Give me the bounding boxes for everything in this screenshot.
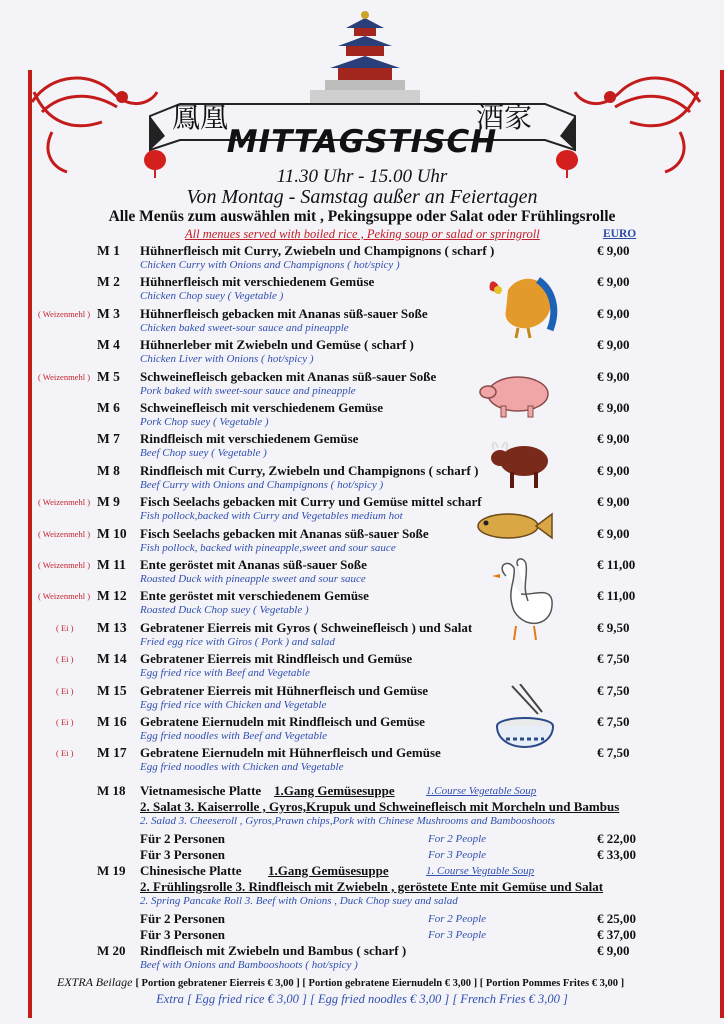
dish-name-german: Gebratene Eiernudeln mit Hühnerfleisch und Gemüse bbox=[140, 745, 441, 760]
opening-hours: 11.30 Uhr - 15.00 Uhr bbox=[276, 166, 448, 187]
dish-price: € 9,00 bbox=[597, 463, 630, 478]
allergen-tag: ( Ei ) bbox=[56, 623, 74, 633]
menu-number: M 17 bbox=[97, 745, 127, 760]
dish-price: € 9,00 bbox=[597, 337, 630, 352]
dish-name-german: Gebratener Eierreis mit Rindfleisch und Gemüse bbox=[140, 651, 413, 666]
m18-course1: 1.Gang Gemüsesuppe bbox=[274, 783, 395, 798]
m19-3-people: For 3 People bbox=[428, 929, 487, 941]
m19-courses-en: 2. Spring Pancake Roll 3. Beef with Onions , Duck Chop suey and salad bbox=[140, 895, 458, 907]
dish-name-german: Gebratene Eiernudeln mit Rindfleisch und Gemüse bbox=[140, 714, 425, 729]
dish-name-german: Fisch Seelachs gebacken mit Curry und Gemüse mittel scharf bbox=[140, 494, 482, 509]
menu-number: M 16 bbox=[97, 714, 127, 729]
opening-days: Von Montag - Samstag außer an Feiertagen bbox=[186, 186, 538, 208]
allergen-tag: ( Weizenmehl ) bbox=[38, 529, 91, 539]
menu-number: M 13 bbox=[97, 620, 127, 635]
dish-name-german: Hühnerfleisch mit verschiedenem Gemüse bbox=[140, 274, 375, 289]
menu-item bbox=[0, 400, 724, 432]
m18-courses: 2. Salat 3. Kaiserrolle , Gyros,Krupuk und Schweinefleisch mit Morcheln und Bambus bbox=[140, 799, 620, 814]
dish-price: € 7,50 bbox=[597, 651, 630, 666]
m18-3-persons: Für 3 Personen bbox=[140, 847, 225, 862]
dish-price: € 9,00 bbox=[597, 494, 630, 509]
m18-2-persons: Für 2 Personen bbox=[140, 831, 225, 846]
allergen-tag: ( Ei ) bbox=[56, 654, 74, 664]
dish-name-german: Hühnerleber mit Zwiebeln und Gemüse ( scharf ) bbox=[140, 337, 414, 352]
right-phoenix-icon bbox=[570, 62, 710, 182]
dish-name-english: Beef Curry with Onions and Champignons ( hot/spicy ) bbox=[140, 479, 384, 491]
menu-item bbox=[0, 274, 724, 306]
dish-price: € 9,00 bbox=[597, 526, 630, 541]
extra-sides bbox=[57, 975, 624, 990]
allergen-tag: ( Weizenmehl ) bbox=[38, 309, 91, 319]
dish-name-german: Schweinefleisch gebacken mit Ananas süß-sauer Soße bbox=[140, 369, 437, 384]
dish-price: € 9,00 bbox=[597, 306, 630, 321]
menu-item bbox=[0, 557, 724, 589]
dish-name-english: Roasted Duck with pineapple sweet and sour sauce bbox=[140, 573, 366, 585]
pig-icon bbox=[476, 370, 556, 420]
m19-number: M 19 bbox=[97, 863, 126, 878]
menu-number: M 6 bbox=[97, 400, 120, 415]
menu-item bbox=[0, 588, 724, 620]
dish-name-german: Hühnerfleisch mit Curry, Zwiebeln und Champignons ( scharf ) bbox=[140, 243, 495, 258]
menu-number: M 2 bbox=[97, 274, 120, 289]
dish-name-english: Pork Chop suey ( Vegetable ) bbox=[140, 416, 269, 428]
m19-course1-en: 1. Course Vegtable Soup bbox=[426, 865, 535, 877]
menu-item bbox=[0, 683, 724, 715]
chinese-name-right: 酒家 bbox=[476, 101, 533, 134]
m18-3-price: € 33,00 bbox=[597, 847, 636, 862]
m20-number: M 20 bbox=[97, 943, 126, 958]
currency-label: EURO bbox=[603, 228, 637, 240]
allergen-tag: ( Weizenmehl ) bbox=[38, 591, 91, 601]
dish-name-english: Fish pollock,backed with Curry and Vegetables medium hot bbox=[140, 510, 403, 522]
menu-item bbox=[0, 651, 724, 683]
dish-name-english: Pork baked with sweet-sour sauce and pineapple bbox=[140, 385, 356, 397]
m19-course1: 1.Gang Gemüsesuppe bbox=[268, 863, 389, 878]
dish-name-english: Roasted Duck Chop suey ( Vegetable ) bbox=[140, 604, 309, 616]
m19-2-persons: Für 2 Personen bbox=[140, 911, 225, 926]
m18-title: Vietnamesische Platte bbox=[140, 783, 262, 798]
allergen-tag: ( Ei ) bbox=[56, 717, 74, 727]
chinese-name-left: 鳳凰 bbox=[172, 101, 229, 134]
noodle-bowl-icon bbox=[492, 684, 558, 766]
intro-german: Alle Menüs zum auswählen mit , Pekingsuppe oder Salat oder Frühlingsrolle bbox=[108, 208, 616, 225]
extra-label: EXTRA Beilage bbox=[57, 975, 133, 989]
menu-number: M 10 bbox=[97, 526, 127, 541]
bull-icon bbox=[486, 436, 556, 491]
menu-number: M 3 bbox=[97, 306, 120, 321]
page-title: MITTAGSTISCH bbox=[226, 124, 498, 160]
m20-price: € 9,00 bbox=[597, 943, 630, 958]
menu-number: M 8 bbox=[97, 463, 120, 478]
dish-price: € 9,00 bbox=[597, 369, 630, 384]
dish-name-german: Hühnerfleisch gebacken mit Ananas süß-sauer Soße bbox=[140, 306, 428, 321]
dish-price: € 9,00 bbox=[597, 400, 630, 415]
dish-name-english: Egg fried rice with Beef and Vegetable bbox=[140, 667, 310, 679]
dish-price: € 7,50 bbox=[597, 714, 630, 729]
allergen-tag: ( Ei ) bbox=[56, 686, 74, 696]
m18-courses-en: 2. Salad 3. Cheeseroll , Gyros,Prawn chips,Pork with Chinese Mushrooms and Bambooshoots bbox=[140, 815, 555, 827]
dish-name-german: Rindfleisch mit Curry, Zwiebeln und Champignons ( scharf ) bbox=[140, 463, 479, 478]
menu-item bbox=[0, 337, 724, 369]
dish-name-english: Chicken Chop suey ( Vegetable ) bbox=[140, 290, 284, 302]
allergen-tag: ( Weizenmehl ) bbox=[38, 560, 91, 570]
menu-number: M 5 bbox=[97, 369, 120, 384]
menu-item bbox=[0, 431, 724, 463]
dish-price: € 11,00 bbox=[597, 557, 636, 572]
allergen-tag: ( Weizenmehl ) bbox=[38, 372, 91, 382]
menu-item bbox=[0, 526, 724, 558]
dish-name-english: Egg fried noodles with Chicken and Vegetable bbox=[140, 761, 344, 773]
menu-number: M 7 bbox=[97, 431, 120, 446]
menu-number: M 9 bbox=[97, 494, 120, 509]
dish-name-german: Fisch Seelachs gebacken mit Ananas süß-sauer Soße bbox=[140, 526, 429, 541]
temple-of-heaven-icon bbox=[290, 8, 440, 108]
menu-number: M 15 bbox=[97, 683, 127, 698]
geese-icon bbox=[486, 556, 558, 641]
allergen-tag: ( Ei ) bbox=[56, 748, 74, 758]
dish-name-english: Chicken baked sweet-sour sauce and pineapple bbox=[140, 322, 349, 334]
m18-course1-en: 1.Course Vegetable Soup bbox=[426, 785, 537, 797]
extra-sides-english: Extra [ Egg fried rice € 3,00 ] [ Egg fried noodles € 3,00 ] [ French Fries € 3,00 ] bbox=[156, 992, 568, 1006]
dish-price: € 9,00 bbox=[597, 274, 630, 289]
menu-number: M 1 bbox=[97, 243, 120, 258]
dish-name-english: Beef Chop suey ( Vegetable ) bbox=[140, 447, 267, 459]
menu-item bbox=[0, 306, 724, 338]
dish-price: € 9,50 bbox=[597, 620, 630, 635]
dish-price: € 7,50 bbox=[597, 683, 630, 698]
dish-name-english: Egg fried rice with Chicken and Vegetable bbox=[140, 699, 327, 711]
dish-name-german: Ente geröstet mit verschiedenem Gemüse bbox=[140, 588, 369, 603]
dish-price: € 9,00 bbox=[597, 431, 630, 446]
rooster-icon bbox=[478, 270, 560, 340]
m19-2-price: € 25,00 bbox=[597, 911, 636, 926]
menu-item bbox=[0, 745, 724, 777]
menu-item bbox=[0, 620, 724, 652]
dish-name-english: Chicken Curry with Onions and Champignons ( hot/spicy ) bbox=[140, 259, 400, 271]
m19-2-people: For 2 People bbox=[428, 913, 487, 925]
allergen-tag: ( Weizenmehl ) bbox=[38, 497, 91, 507]
menu-item bbox=[0, 714, 724, 746]
m19-title: Chinesische Platte bbox=[140, 863, 242, 878]
menu-item bbox=[0, 243, 724, 275]
menu-item bbox=[0, 494, 724, 526]
dish-name-english: Fried egg rice with Giros ( Pork ) and salad bbox=[140, 636, 335, 648]
dish-name-english: Egg fried noodles with Beef and Vegetable bbox=[140, 730, 327, 742]
m20-title-en: Beef with Onions and Bambooshoots ( hot/spicy ) bbox=[140, 959, 358, 971]
m18-number: M 18 bbox=[97, 783, 126, 798]
intro-english: All menues served with boiled rice , Peking soup or salad or springroll bbox=[185, 227, 540, 241]
menu-number: M 11 bbox=[97, 557, 126, 572]
dish-name-german: Gebratener Eierreis mit Gyros ( Schweinefleisch ) und Salat bbox=[140, 620, 473, 635]
menu-item bbox=[0, 463, 724, 495]
dish-price: € 7,50 bbox=[597, 745, 630, 760]
dish-name-english: Fish pollock, backed with pineapple,sweet and sour sauce bbox=[140, 542, 396, 554]
dish-price: € 9,00 bbox=[597, 243, 630, 258]
m18-3-people: For 3 People bbox=[428, 849, 487, 861]
m19-3-persons: Für 3 Personen bbox=[140, 927, 225, 942]
dish-price: € 11,00 bbox=[597, 588, 636, 603]
dish-name-german: Rindfleisch mit verschiedenem Gemüse bbox=[140, 431, 359, 446]
fish-icon bbox=[470, 506, 555, 546]
menu-number: M 14 bbox=[97, 651, 127, 666]
menu-item bbox=[0, 369, 724, 401]
dish-name-german: Ente geröstet mit Ananas süß-sauer Soße bbox=[140, 557, 367, 572]
m19-3-price: € 37,00 bbox=[597, 927, 636, 942]
m20-title: Rindfleisch mit Zwiebeln und Bambus ( scharf ) bbox=[140, 943, 407, 958]
dish-name-german: Schweinefleisch mit verschiedenem Gemüse bbox=[140, 400, 383, 415]
m19-courses: 2. Frühlingsrolle 3. Rindfleisch mit Zwiebeln , geröstete Ente mit Gemüse und Salat bbox=[140, 879, 604, 894]
m18-2-people: For 2 People bbox=[428, 833, 487, 845]
dish-name-german: Gebratener Eierreis mit Hühnerfleisch und Gemüse bbox=[140, 683, 429, 698]
menu-number: M 12 bbox=[97, 588, 127, 603]
extra-sides-german: [ Portion gebratener Eierreis € 3,00 ] [ Portion gebratene Eiernudeln € 3,00 ] [ Portion Pommes Frites € 3,00 ] bbox=[135, 978, 625, 989]
m18-2-price: € 22,00 bbox=[597, 831, 636, 846]
dish-name-english: Chicken Liver with Onions ( hot/spicy ) bbox=[140, 353, 314, 365]
menu-number: M 4 bbox=[97, 337, 120, 352]
